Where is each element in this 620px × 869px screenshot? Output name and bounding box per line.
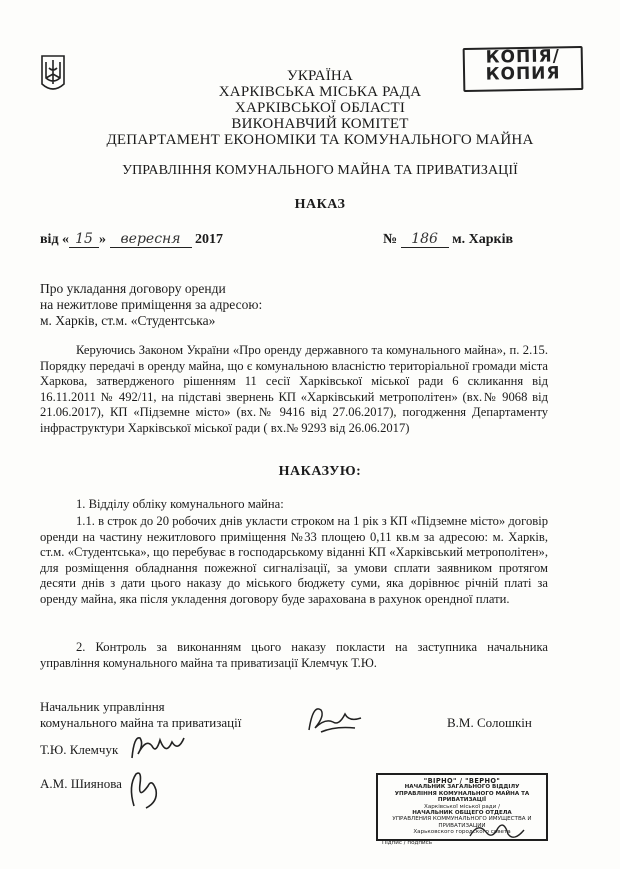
order-date (40, 232, 223, 248)
head-position-line1: Начальник управління (40, 699, 165, 714)
date-prefix: від « (40, 232, 70, 247)
verno-signature-icon (468, 818, 528, 844)
verno-stamp-line5: НАЧАЛЬНИК ОБЩЕГО ОТДЕЛА (412, 810, 512, 817)
head-position-line2: комунального майна та приватизації (40, 715, 242, 730)
verno-stamp-sign-label: Підпис / подпись (382, 839, 433, 846)
approver-1-name: Т.Ю. Клемчук (40, 742, 119, 757)
verno-stamp-line3: УПРАВЛІННЯ КОМУНАЛЬНОГО МАЙНА ТА ПРИВАТИЗАЦІЇ (394, 790, 530, 804)
header-committee: ВИКОНАВЧИЙ КОМІТЕТ (231, 116, 409, 132)
copy-stamp-line1: КОПІЯ/ (485, 46, 561, 68)
order-subject (40, 281, 262, 329)
header-region: ХАРКІВСЬКОЇ ОБЛАСТІ (234, 100, 406, 116)
nakazuyu-heading: НАКАЗУЮ: (278, 464, 362, 479)
verno-stamp-line6: УПРАВЛЕНИЯ КОММУНАЛЬНОГО ИМУЩЕСТВА И ПРИВАТИЗАЦИИ (392, 816, 532, 829)
header-council: ХАРКІВСЬКА МІСЬКА РАДА (218, 84, 422, 100)
head-name: В.М. Солошкін (447, 715, 532, 730)
header-department: ДЕПАРТАМЕНТ ЕКОНОМІКИ ТА КОМУНАЛЬНОГО МАЙНА (106, 132, 534, 148)
header-country: УКРАЇНА (287, 68, 353, 84)
approver-2-name: А.М. Шиянова (40, 776, 122, 791)
order-month: вересня (110, 232, 192, 248)
subject-line1: Про укладання договору оренди (40, 281, 226, 296)
order-city: м. Харків (452, 232, 514, 247)
date-mid: » (99, 232, 107, 247)
item-1: 1. Відділу обліку комунального майна: (76, 497, 284, 511)
item-1-1: 1.1. в строк до 20 робочих днів укласти строком на 1 рік з КП «Підземне місто» договір оренди на частину нежитлового приміщення №33 площею 0,11 кв.м за адресою: м. Харків, ст.м. «Студентська», що перебуває в господарському віданні КП «Харківський метрополітен», для розміщення обладнання пожежної сигналізації, за умови сплати заявником протягом десяти днів з дати цього наказу до міського бюджету суми, яка дорівнює річній платі за оренду майна, яка після укладення договору буде зарахована в рахунок орендної плати. (40, 514, 548, 606)
order-day: 15 (69, 232, 99, 248)
verno-stamp-line4: Харківської міської ради / (424, 803, 500, 810)
head-position (40, 699, 241, 731)
order-number-row (383, 232, 513, 248)
approver-2-signature-icon (126, 766, 166, 814)
number-prefix: № (383, 232, 398, 247)
verno-stamp-line7: Харьковского городского совета (413, 829, 511, 836)
copy-stamp-line2: КОПИЯ (485, 63, 561, 85)
item-2: 2. Контроль за виконанням цього наказу покласти на заступника начальника управління комунального майна та приватизації Клемчук Т.Ю. (40, 640, 548, 670)
verno-stamp-line2: НАЧАЛЬНИК ЗАГАЛЬНОГО ВІДДІЛУ (404, 784, 520, 791)
preamble-paragraph: Керуючись Законом України «Про оренду державного та комунального майна», п. 2.15. Порядку передачі в оренду майна, що є комунальною власністю територіальної громади міста Харкова, затвердженого рішенням 11 сесії Харківської міської ради 6 скликання від 16.11.2011 № 492/11, на підставі звернень КП «Харківський метрополітен» (вх.№ 9068 від 21.06.2017), КП «Підземне місто» (вх.№ 9416 від 27.06.2017), погодження Департаменту інфраструктури Харківської міської ради ( вх.№ 9293 від 26.06.2017) (40, 343, 548, 435)
header-block (90, 68, 550, 148)
coat-of-arms-icon (40, 54, 66, 94)
verno-stamp-line1: "ВІРНО" / "ВЕРНО" (423, 777, 501, 785)
approver-1-signature-icon (128, 730, 188, 766)
header-directorate: УПРАВЛІННЯ КОМУНАЛЬНОГО МАЙНА ТА ПРИВАТИЗАЦІЇ (122, 163, 518, 178)
order-number: 186 (401, 232, 449, 248)
subject-line2: на нежитлове приміщення за адресою: (40, 297, 263, 312)
order-title: НАКАЗ (294, 197, 346, 212)
subject-line3: м. Харків, ст.м. «Студентська» (40, 313, 216, 328)
order-year: 2017 (195, 232, 224, 247)
head-signature-icon (305, 700, 365, 740)
